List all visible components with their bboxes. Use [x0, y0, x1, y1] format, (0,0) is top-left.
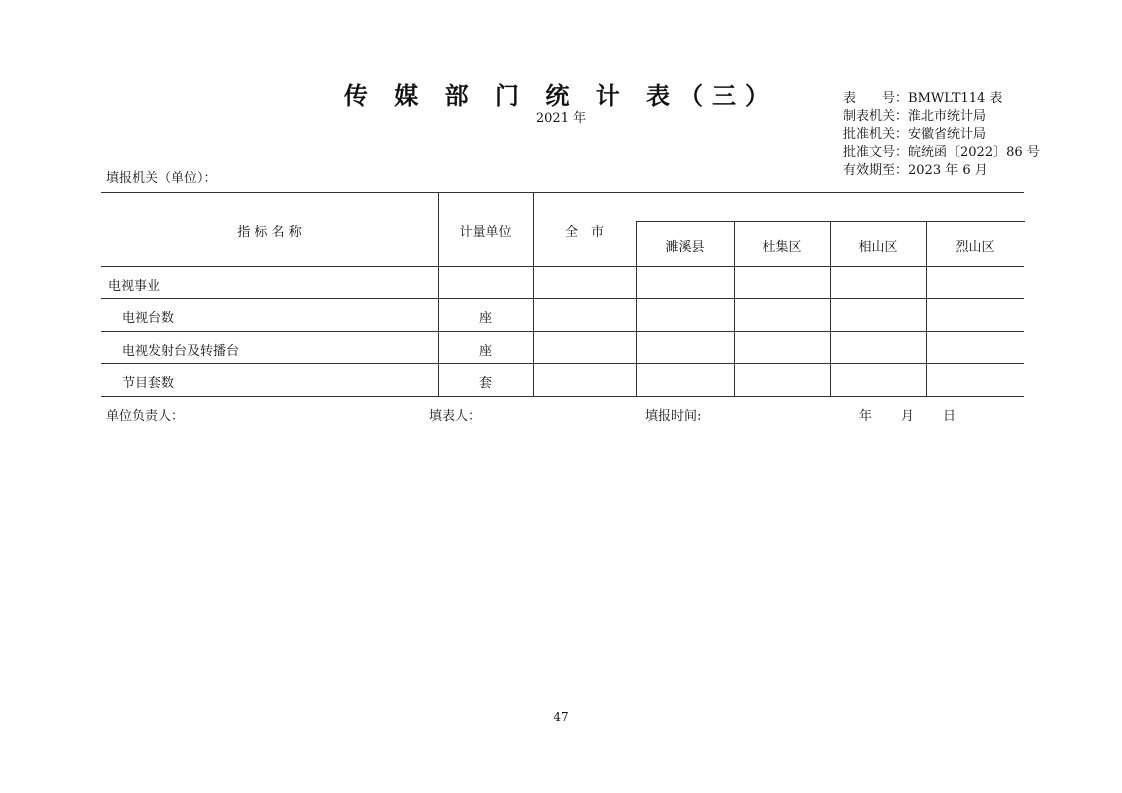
- footer-report-time: 填报时间:: [645, 409, 702, 424]
- footer-responsible: 单位负责人：: [106, 409, 185, 424]
- row-divider: [101, 331, 1024, 332]
- footer-preparer: 填表人：: [429, 409, 482, 424]
- header-district: 濉溪县: [665, 240, 705, 255]
- row-unit: 座: [478, 311, 492, 326]
- header-district: 烈山区: [955, 240, 995, 255]
- table-top-border: [101, 192, 1024, 193]
- footer-year: 年: [859, 409, 873, 424]
- form-meta: [843, 90, 1040, 180]
- row-name: 电视发射台及转播台: [122, 344, 240, 359]
- header-city: 全 市: [564, 225, 604, 240]
- table-bottom-border: [101, 396, 1024, 397]
- header-bottom-border: [101, 266, 1024, 267]
- row-divider: [101, 363, 1024, 364]
- header-district: 杜集区: [762, 240, 802, 255]
- meta-approval-doc: 批准文号：皖统函〔2022〕86 号: [843, 145, 1040, 160]
- header-indicator: 指 标 名 称: [237, 225, 302, 240]
- meta-approver: 批准机关：安徽省统计局: [843, 127, 987, 142]
- footer-day: 日: [943, 409, 957, 424]
- row-divider: [101, 298, 1024, 299]
- district-header-divider: [637, 221, 1025, 222]
- filler-label: 填报机关（单位）：: [106, 171, 217, 186]
- meta-issuer: 制表机关：淮北市统计局: [843, 109, 987, 124]
- page-title: 传 媒 部 门 统 计 表（三）: [343, 82, 779, 110]
- row-unit: 套: [478, 376, 492, 391]
- footer-month: 月: [901, 409, 915, 424]
- row-name: 电视台数: [122, 311, 175, 326]
- row-name: 电视事业: [108, 279, 161, 294]
- row-name: 节目套数: [122, 376, 175, 391]
- header-district: 相山区: [858, 240, 898, 255]
- row-unit: 座: [478, 344, 492, 359]
- page-number: 47: [553, 710, 569, 724]
- report-year: 2021 年: [535, 111, 587, 126]
- meta-form-number: 表 号：BMWLT114 表: [843, 91, 1003, 106]
- meta-valid-until: 有效期至：2023 年 6 月: [843, 163, 988, 178]
- header-unit: 计量单位: [459, 225, 512, 240]
